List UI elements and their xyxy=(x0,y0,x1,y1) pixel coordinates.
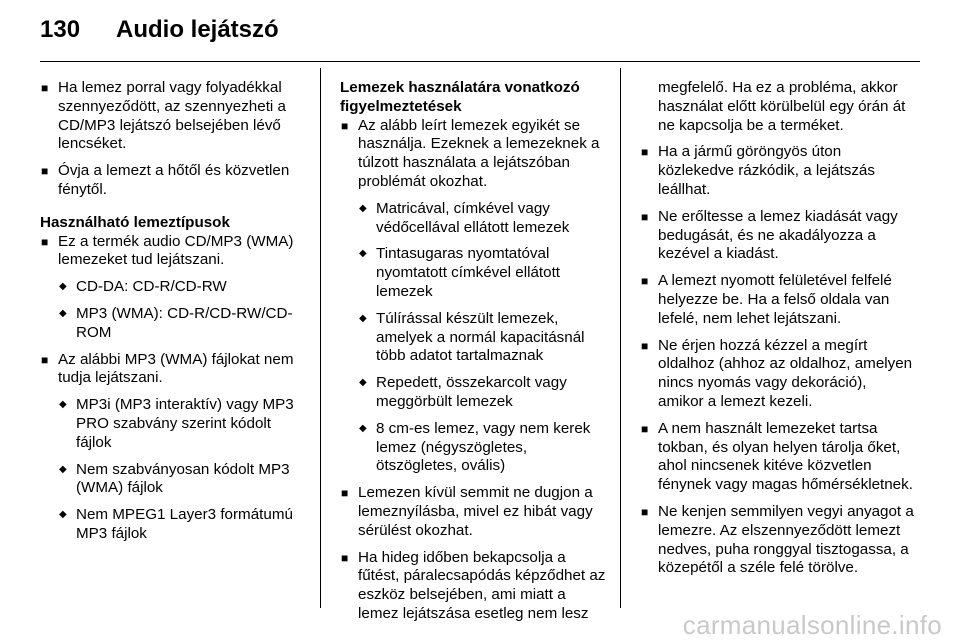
column-divider xyxy=(320,68,321,608)
bullet-item: ■ Óvja a lemezt a hőtől és közvetlen fénytől. xyxy=(41,162,290,198)
bullet-item: ■ Az alábbi MP3 (WMA) fájlokat nem tudja lejátszani. xyxy=(41,350,294,387)
square-bullet-icon: ■ xyxy=(41,81,49,95)
sub-bullet-item: ◆ 8 cm-es lemez, vagy nem kerek lemez (négyszögletes, ötszögletes, ovális) xyxy=(359,419,591,475)
diamond-bullet-icon: ◆ xyxy=(359,312,367,324)
watermark: carmanualsonline.info xyxy=(682,610,942,640)
sub-bullet-item: ◆ MP3i (MP3 interaktív) vagy MP3 PRO szabvány szerint kódolt fájlok xyxy=(59,396,294,451)
bullet-item: ■ Az alább leírt lemezek egyikét se használja. Ezeknek a lemezeknek a túlzott használata a lejátszóban problémát okozhat. xyxy=(341,116,600,190)
diamond-bullet-icon: ◆ xyxy=(59,463,67,475)
bullet-item: ■ A nem használt lemezeket tartsa tokban, és olyan helyen tárolja őket, ahol nincsenek kitéve közvetlen fénynek vagy magas hőmérsékletnek. xyxy=(641,419,913,494)
square-bullet-icon: ■ xyxy=(641,421,649,436)
continuation-text: megfelelő. Ha ez a probléma, akkor használat előtt körülbelül egy órán át ne kapcsolja be a terméket. xyxy=(658,79,906,134)
sub-bullet-item: ◆ Túlírással készült lemezek, amelyek a normál kapacitásnál több adatot tartalmaznak xyxy=(359,309,585,365)
diamond-bullet-icon: ◆ xyxy=(59,307,67,319)
bullet-item: ■ Ez a termék audio CD/MP3 (WMA) lemezeket tud lejátszani. xyxy=(41,232,294,269)
sub-bullet-item: ◆ MP3 (WMA): CD-R/CD-RW/CD-ROM xyxy=(59,304,293,341)
bullet-item: ■ Ne érjen hozzá kézzel a megírt oldalhoz (ahhoz az oldalhoz, amelyen nincs nyomás vagy dekoráció), amikor a lemezt kezeli. xyxy=(641,336,913,410)
bullet-item: ■ Lemezen kívül semmit ne dugjon a lemeznyílásba, mivel ez hibát vagy sérülést okozhat. xyxy=(341,484,593,539)
sub-bullet-item: ◆ Tintasugaras nyomtatóval nyomtatott címkével ellátott lemezek xyxy=(359,245,561,300)
diamond-bullet-icon: ◆ xyxy=(59,509,67,521)
bullet-item: ■ Ha hideg időben bekapcsolja a fűtést, páralecsapódás képződhet az eszköz belsejében, ami miatt a lemez lejátszása esetleg nem lesz xyxy=(341,548,606,622)
sub-bullet-item: ◆ CD-DA: CD-R/CD-RW xyxy=(59,278,227,296)
section-heading: Lemezek használatára vonatkozó figyelmeztetések xyxy=(340,79,580,115)
column-divider xyxy=(620,68,621,608)
square-bullet-icon: ■ xyxy=(341,486,349,501)
sub-bullet-item: ◆ Nem MPEG1 Layer3 formátumú MP3 fájlok xyxy=(59,506,293,542)
sub-bullet-item: ◆ Matricával, címkével vagy védőcellával ellátott lemezek xyxy=(359,199,570,236)
square-bullet-icon: ■ xyxy=(641,274,649,289)
section-heading: Használható lemeztípusok xyxy=(40,213,230,231)
square-bullet-icon: ■ xyxy=(641,209,649,224)
sub-bullet-item: ◆ Nem szabványosan kódolt MP3 (WMA) fájlok xyxy=(59,460,290,497)
square-bullet-icon: ■ xyxy=(641,338,649,353)
diamond-bullet-icon: ◆ xyxy=(359,248,367,260)
header-rule xyxy=(40,61,920,62)
bullet-item: ■ Ne kenjen semmilyen vegyi anyagot a lemezre. Az elszennyeződött lemezt nedves, puha ronggyal tisztogassa, a közepétől a széle felé törölve. xyxy=(641,502,914,577)
square-bullet-icon: ■ xyxy=(341,118,349,133)
column-1 xyxy=(40,79,306,552)
column-3 xyxy=(640,79,915,586)
bullet-item: ■ Ne erőltesse a lemez kiadását vagy bedugását, és ne akadályozza a kezével a kiadást. xyxy=(641,207,898,263)
diamond-bullet-icon: ◆ xyxy=(59,281,67,293)
diamond-bullet-icon: ◆ xyxy=(359,202,367,214)
square-bullet-icon: ■ xyxy=(641,504,649,519)
square-bullet-icon: ■ xyxy=(41,164,49,179)
square-bullet-icon: ■ xyxy=(641,145,649,160)
sub-bullet-item: ◆ Repedett, összekarcolt vagy meggörbült lemezek xyxy=(359,374,567,410)
square-bullet-icon: ■ xyxy=(341,550,349,565)
square-bullet-icon: ■ xyxy=(41,234,49,249)
bullet-item: ■ A lemezt nyomott felületével felfelé helyezze be. Ha a felső oldala van lefelé, nem lehet lejátszani. xyxy=(641,272,892,327)
page-number: 130 xyxy=(40,16,81,43)
bullet-item: ■ Ha lemez porral vagy folyadékkal szennyeződött, az szennyezheti a CD/MP3 lejátszó belsejében lévő lencséket. xyxy=(41,79,286,153)
page-title: Audio lejátszó xyxy=(116,16,279,43)
column-2 xyxy=(340,79,608,632)
diamond-bullet-icon: ◆ xyxy=(359,377,367,389)
diamond-bullet-icon: ◆ xyxy=(359,422,367,434)
square-bullet-icon: ■ xyxy=(41,352,49,367)
bullet-item: ■ Ha a jármű göröngyös úton közlekedve rázkódik, a lejátszás leállhat. xyxy=(641,143,875,198)
diamond-bullet-icon: ◆ xyxy=(59,399,67,411)
